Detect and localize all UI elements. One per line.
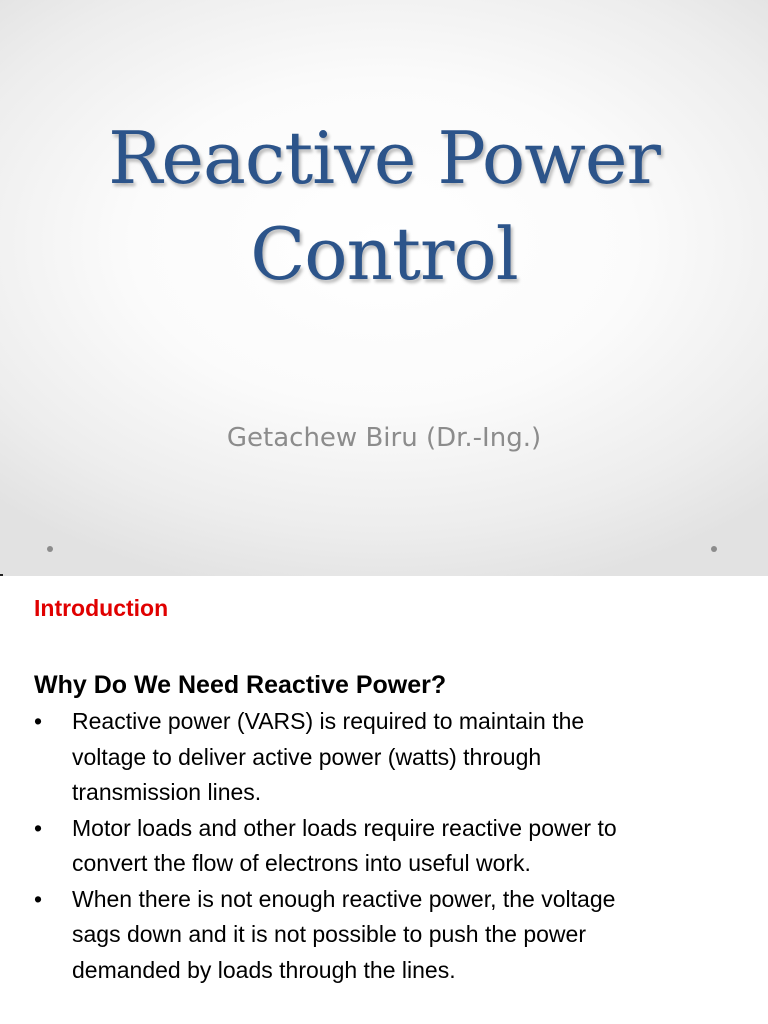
section-label: Introduction <box>34 595 169 621</box>
bullet-text-line: Motor loads and other loads require reactive power to <box>72 814 617 841</box>
slide-title <box>0 110 768 302</box>
bullet-item <box>34 882 746 989</box>
bullet-list <box>34 704 746 988</box>
slide-title-line-1: Reactive Power <box>108 116 660 200</box>
content-slide <box>0 576 768 1024</box>
bullet-text-line: Reactive power (VARS) is required to maintain the <box>72 708 585 734</box>
bullet-text-line: transmission lines. <box>72 779 262 805</box>
bullet-item <box>34 704 746 811</box>
bullet-text-line: sags down and it is not possible to push the power <box>72 921 586 947</box>
slide-title-line-2: Control <box>250 212 518 296</box>
bullet-text-line: convert the flow of electrons into useful work. <box>72 850 531 876</box>
bullet-item <box>34 811 746 882</box>
bullet-text-line: voltage to deliver active power (watts) through <box>72 743 542 770</box>
bullet-icon: • <box>34 814 43 841</box>
bullet-text-line: When there is not enough reactive power, the voltage <box>72 885 616 912</box>
slide-subtitle-author: Getachew Biru (Dr.-Ing.) <box>226 423 542 453</box>
bullet-text-line: demanded by loads through the lines. <box>72 956 456 983</box>
bullet-icon: • <box>34 708 43 734</box>
bullet-icon: • <box>34 885 43 912</box>
corner-dot-right <box>711 546 717 552</box>
content-heading: Why Do We Need Reactive Power? <box>34 671 447 699</box>
corner-dot-left <box>47 546 53 552</box>
